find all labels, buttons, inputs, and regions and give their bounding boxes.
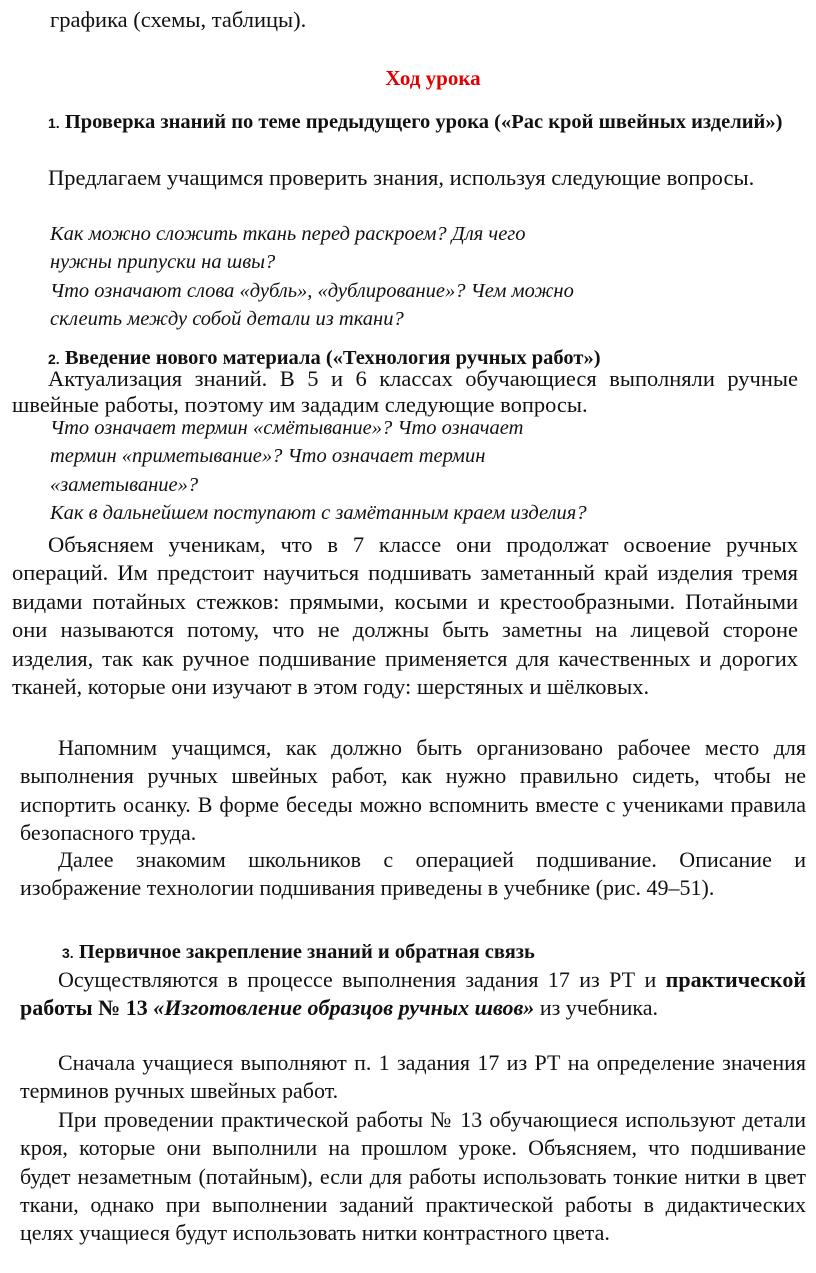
section2-paragraph1-text: Объясняем ученикам, что в 7 классе они продолжат освоение ручных операций. Им предстоит научиться подшивать заметанный край изделия тремя видами потайных стежков: прямыми, косыми и крестообразными. Потайными они называются потому, что не должны быть заметны на лицевой стороне изделия, так как ручное подшивание применяется для качественных и дорогих тканей, которые они изучают в этом году: шерстяных и шёлковых. <box>12 532 798 700</box>
section2-paragraph3 <box>20 846 806 903</box>
section2-number: 2. <box>48 351 60 367</box>
section1-intro-text: Предлагаем учащимся проверить знания, используя следующие вопросы. <box>48 165 755 190</box>
question-line: «заметывание»? <box>50 473 199 496</box>
section2-intro <box>12 366 798 418</box>
section3-number: 3. <box>62 945 74 961</box>
section3-paragraph3-text: При проведении практической работы № 13 обучающиеся используют детали кроя, которые они выполнили на прошлом уроке. Объясняем, что подшивание будет незаметным (потайным), если для работы использовать тонкие нитки в цвет ткани, однако при выполнении заданий практической работы в дидактических целях учащиеся будут использовать нитки контрастного цвета. <box>20 1107 806 1246</box>
section2-heading-text: Введение нового материала («Технология ручных работ») <box>64 347 601 369</box>
section1-heading-text: Проверка знаний по теме предыдущего урока («Рас крой швейных изделий») <box>64 111 783 133</box>
section3-paragraph2-text: Сначала учащиеся выполняют п. 1 задания 17 из РТ на определение значения терминов ручных швейных работ. <box>20 1050 806 1104</box>
section3-paragraph3 <box>20 1106 806 1247</box>
section3-paragraph2 <box>20 1049 806 1106</box>
section2-paragraph3-text: Далее знакомим школьников с операцией подшивание. Описание и изображение технологии подшивания приведены в учебнике (рис. 49–51). <box>20 847 806 901</box>
section2-paragraph2 <box>20 734 806 847</box>
section2-intro-text: Актуализация знаний. В 5 и 6 классах обучающиеся выполняли ручные швейные работы, поэтому им зададим следующие вопросы. <box>12 366 798 417</box>
page-title: Ход урока <box>385 66 481 90</box>
question-line: нужны припуски на швы? <box>50 251 276 274</box>
section3-heading-text: Первичное закрепление знаний и обратная связь <box>78 941 535 963</box>
question-line: склеить между собой детали из ткани? <box>50 307 404 330</box>
section3-p1-bolditalic: «Изготовление образцов ручных швов» <box>153 995 535 1021</box>
section3-heading <box>62 938 802 967</box>
section3-p1-end: из учебника. <box>539 995 658 1021</box>
section2-paragraph1 <box>12 531 798 701</box>
section3-paragraph1 <box>20 966 806 1023</box>
question-line: Как в дальнейшем поступают с замётанным краем изделия? <box>50 501 587 524</box>
section2-paragraph2-text: Напомним учащимся, как должно быть организовано рабочее место для выполнения ручных швейных работ, как нужно правильно сидеть, чтобы не испортить осанку. В форме беседы можно вспомнить вместе с учениками правила безопасного труда. <box>20 735 806 845</box>
section3-p1-start: Осуществляются в процессе выполнения задания 17 из РТ и <box>58 967 657 992</box>
question-line: Что означает термин «смётывание»? Что означает <box>50 417 524 439</box>
question-line: термин «приметывание»? Что означает термин <box>50 445 486 468</box>
section1-intro <box>12 164 798 192</box>
section1-number: 1. <box>48 115 60 131</box>
question-line: Как можно сложить ткань перед раскроем? Для чего <box>50 223 526 245</box>
question-line: Что означают слова «дубль», «дублирование»? Чем можно <box>50 279 574 302</box>
section3-p1-bold: практической работы № 13 <box>20 967 806 1021</box>
section2-questions <box>50 414 790 527</box>
top-line: графика (схемы, таблицы). <box>50 7 307 32</box>
section1-heading <box>12 108 798 137</box>
section1-questions <box>50 220 750 333</box>
